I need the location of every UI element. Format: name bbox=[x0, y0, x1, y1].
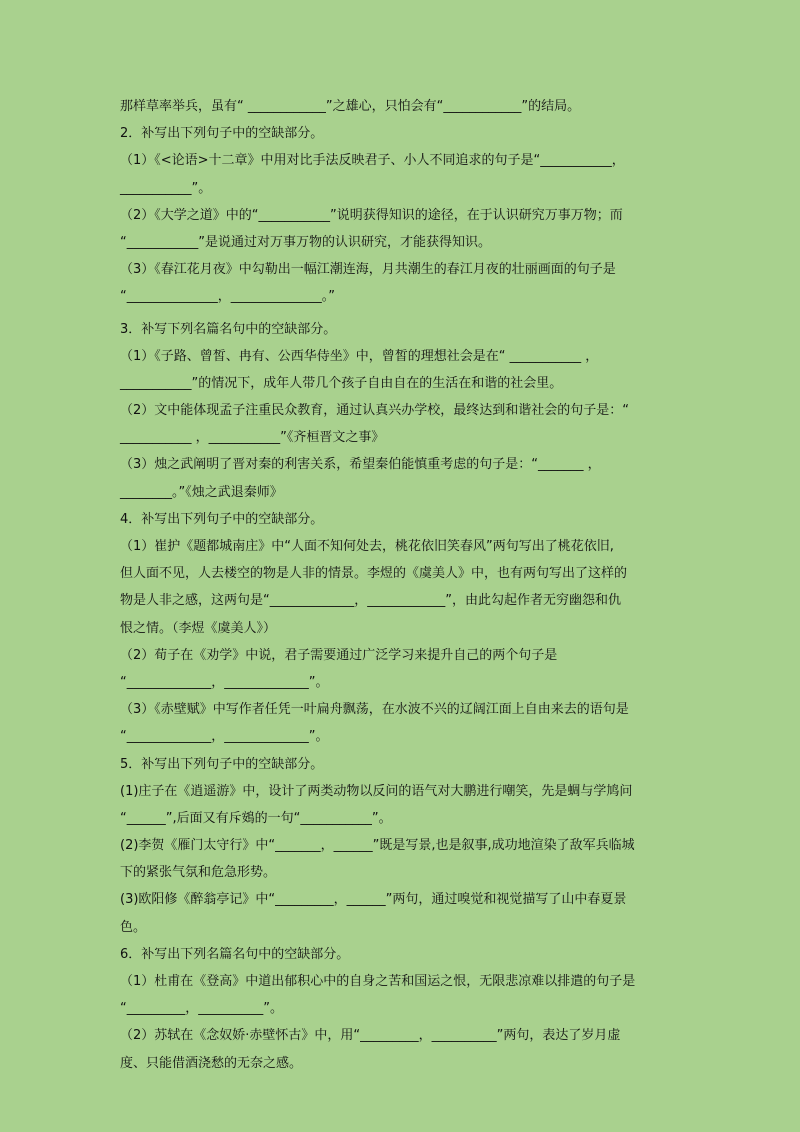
question-heading: 6．补写出下列名篇名句中的空缺部分。 bbox=[120, 946, 350, 962]
text-line: ___________”。 bbox=[120, 180, 212, 196]
question-heading: 2．补写出下列句子中的空缺部分。 bbox=[120, 126, 324, 142]
text-line: 物是人非之感，这两句是“_____________，____________”，由此勾起作者无穷幽怨和仇 bbox=[120, 593, 621, 609]
document-content bbox=[120, 93, 685, 1077]
text-line: “______”,后面又有斥鴳的一句“___________”。 bbox=[120, 810, 392, 826]
text-line: （1）《子路、曾皙、冉有、公西华侍坐》中，曾皙的理想社会是在“ ___________ ， bbox=[120, 348, 599, 364]
text-line: （1）《<论语>十二章》中用对比手法反映君子、小人不同追求的句子是“___________， bbox=[120, 153, 625, 169]
text-line: 度、只能借酒浇愁的无奈之感。 bbox=[120, 1055, 303, 1071]
text-line: （2）《大学之道》中的“___________”说明获得知识的途径，在于认识研究万事万物；而 bbox=[120, 207, 623, 223]
text-line: 色。 bbox=[120, 919, 147, 935]
text-line: 那样草率举兵，虽有“ ____________”之雄心，只怕会有“____________”的结局。 bbox=[120, 99, 581, 114]
text-line: (2)李贺《雁门太守行》中“_______，______”既是写景,也是叙事,成功地渲染了敌军兵临城 bbox=[120, 838, 635, 854]
text-line: （3）《赤壁赋》中写作者任凭一叶扁舟飘荡，在水波不兴的辽阔江面上自由来去的语句是 bbox=[120, 702, 629, 718]
text-line: (3)欧阳修《醉翁亭记》中“_________，______”两句，通过嗅觉和视觉描写了山中春夏景 bbox=[120, 892, 627, 908]
text-line: “_____________，_____________”。 bbox=[120, 674, 329, 690]
text-line: （1）杜甫在《登高》中道出郁积心中的自身之苦和国运之恨，无限悲凉难以排遣的句子是 bbox=[120, 974, 636, 989]
text-line: “___________”是说通过对万事万物的认识研究，才能获得知识。 bbox=[120, 234, 491, 250]
text-line: 恨之情。（李煜《虞美人》） bbox=[120, 620, 277, 636]
text-line: （3）烛之武阐明了晋对秦的利害关系，希望秦伯能慎重考虑的句子是：“_______ ， bbox=[120, 457, 601, 473]
text-line: （3）《春江花月夜》中勾勒出一幅江潮连海，月共潮生的春江月夜的壮丽画面的句子是 bbox=[120, 262, 616, 278]
text-line: “_____________，_____________”。 bbox=[120, 729, 329, 745]
text-line: （2）文中能体现孟子注重民众教育，通过认真兴办学校，最终达到和谐社会的句子是：“ bbox=[120, 403, 630, 419]
text-line: ___________ ，___________”《齐桓晋文之事》 bbox=[120, 430, 385, 446]
text-line: （2）荀子在《劝学》中说，君子需要通过广泛学习来提升自己的两个句子是 bbox=[120, 647, 558, 663]
text-line: “______________，______________。” bbox=[120, 289, 335, 305]
question-heading: 3．补写下列名篇名句中的空缺部分。 bbox=[120, 321, 337, 337]
text-line: 下的紧张气氛和危急形势。 bbox=[120, 865, 277, 881]
text-line: “_________，__________”。 bbox=[120, 1001, 283, 1017]
text-line: 但人面不见，人去楼空的物是人非的情景。李煜的《虞美人》中，也有两句写出了这样的 bbox=[120, 566, 628, 582]
question-heading: 5．补写出下列句子中的空缺部分。 bbox=[120, 756, 324, 772]
text-line: ___________”的情况下，成年人带几个孩子自由自在的生活在和谐的社会里。 bbox=[120, 375, 563, 391]
question-heading: 4．补写出下列句子中的空缺部分。 bbox=[120, 511, 324, 527]
text-line: （2）苏轼在《念奴娇·赤壁怀古》中，用“_________，__________”两句，表达了岁月虚 bbox=[120, 1028, 621, 1044]
text-line: (1)庄子在《逍遥游》中，设计了两类动物以反问的语气对大鹏进行嘲笑，先是蜩与学鸠问 bbox=[120, 783, 633, 799]
text-line: ________。”《烛之武退秦师》 bbox=[120, 484, 283, 500]
text-line: （1）崔护《题都城南庄》中“人面不知何处去，桃花依旧笑春风”两句写出了桃花依旧, bbox=[120, 539, 614, 554]
